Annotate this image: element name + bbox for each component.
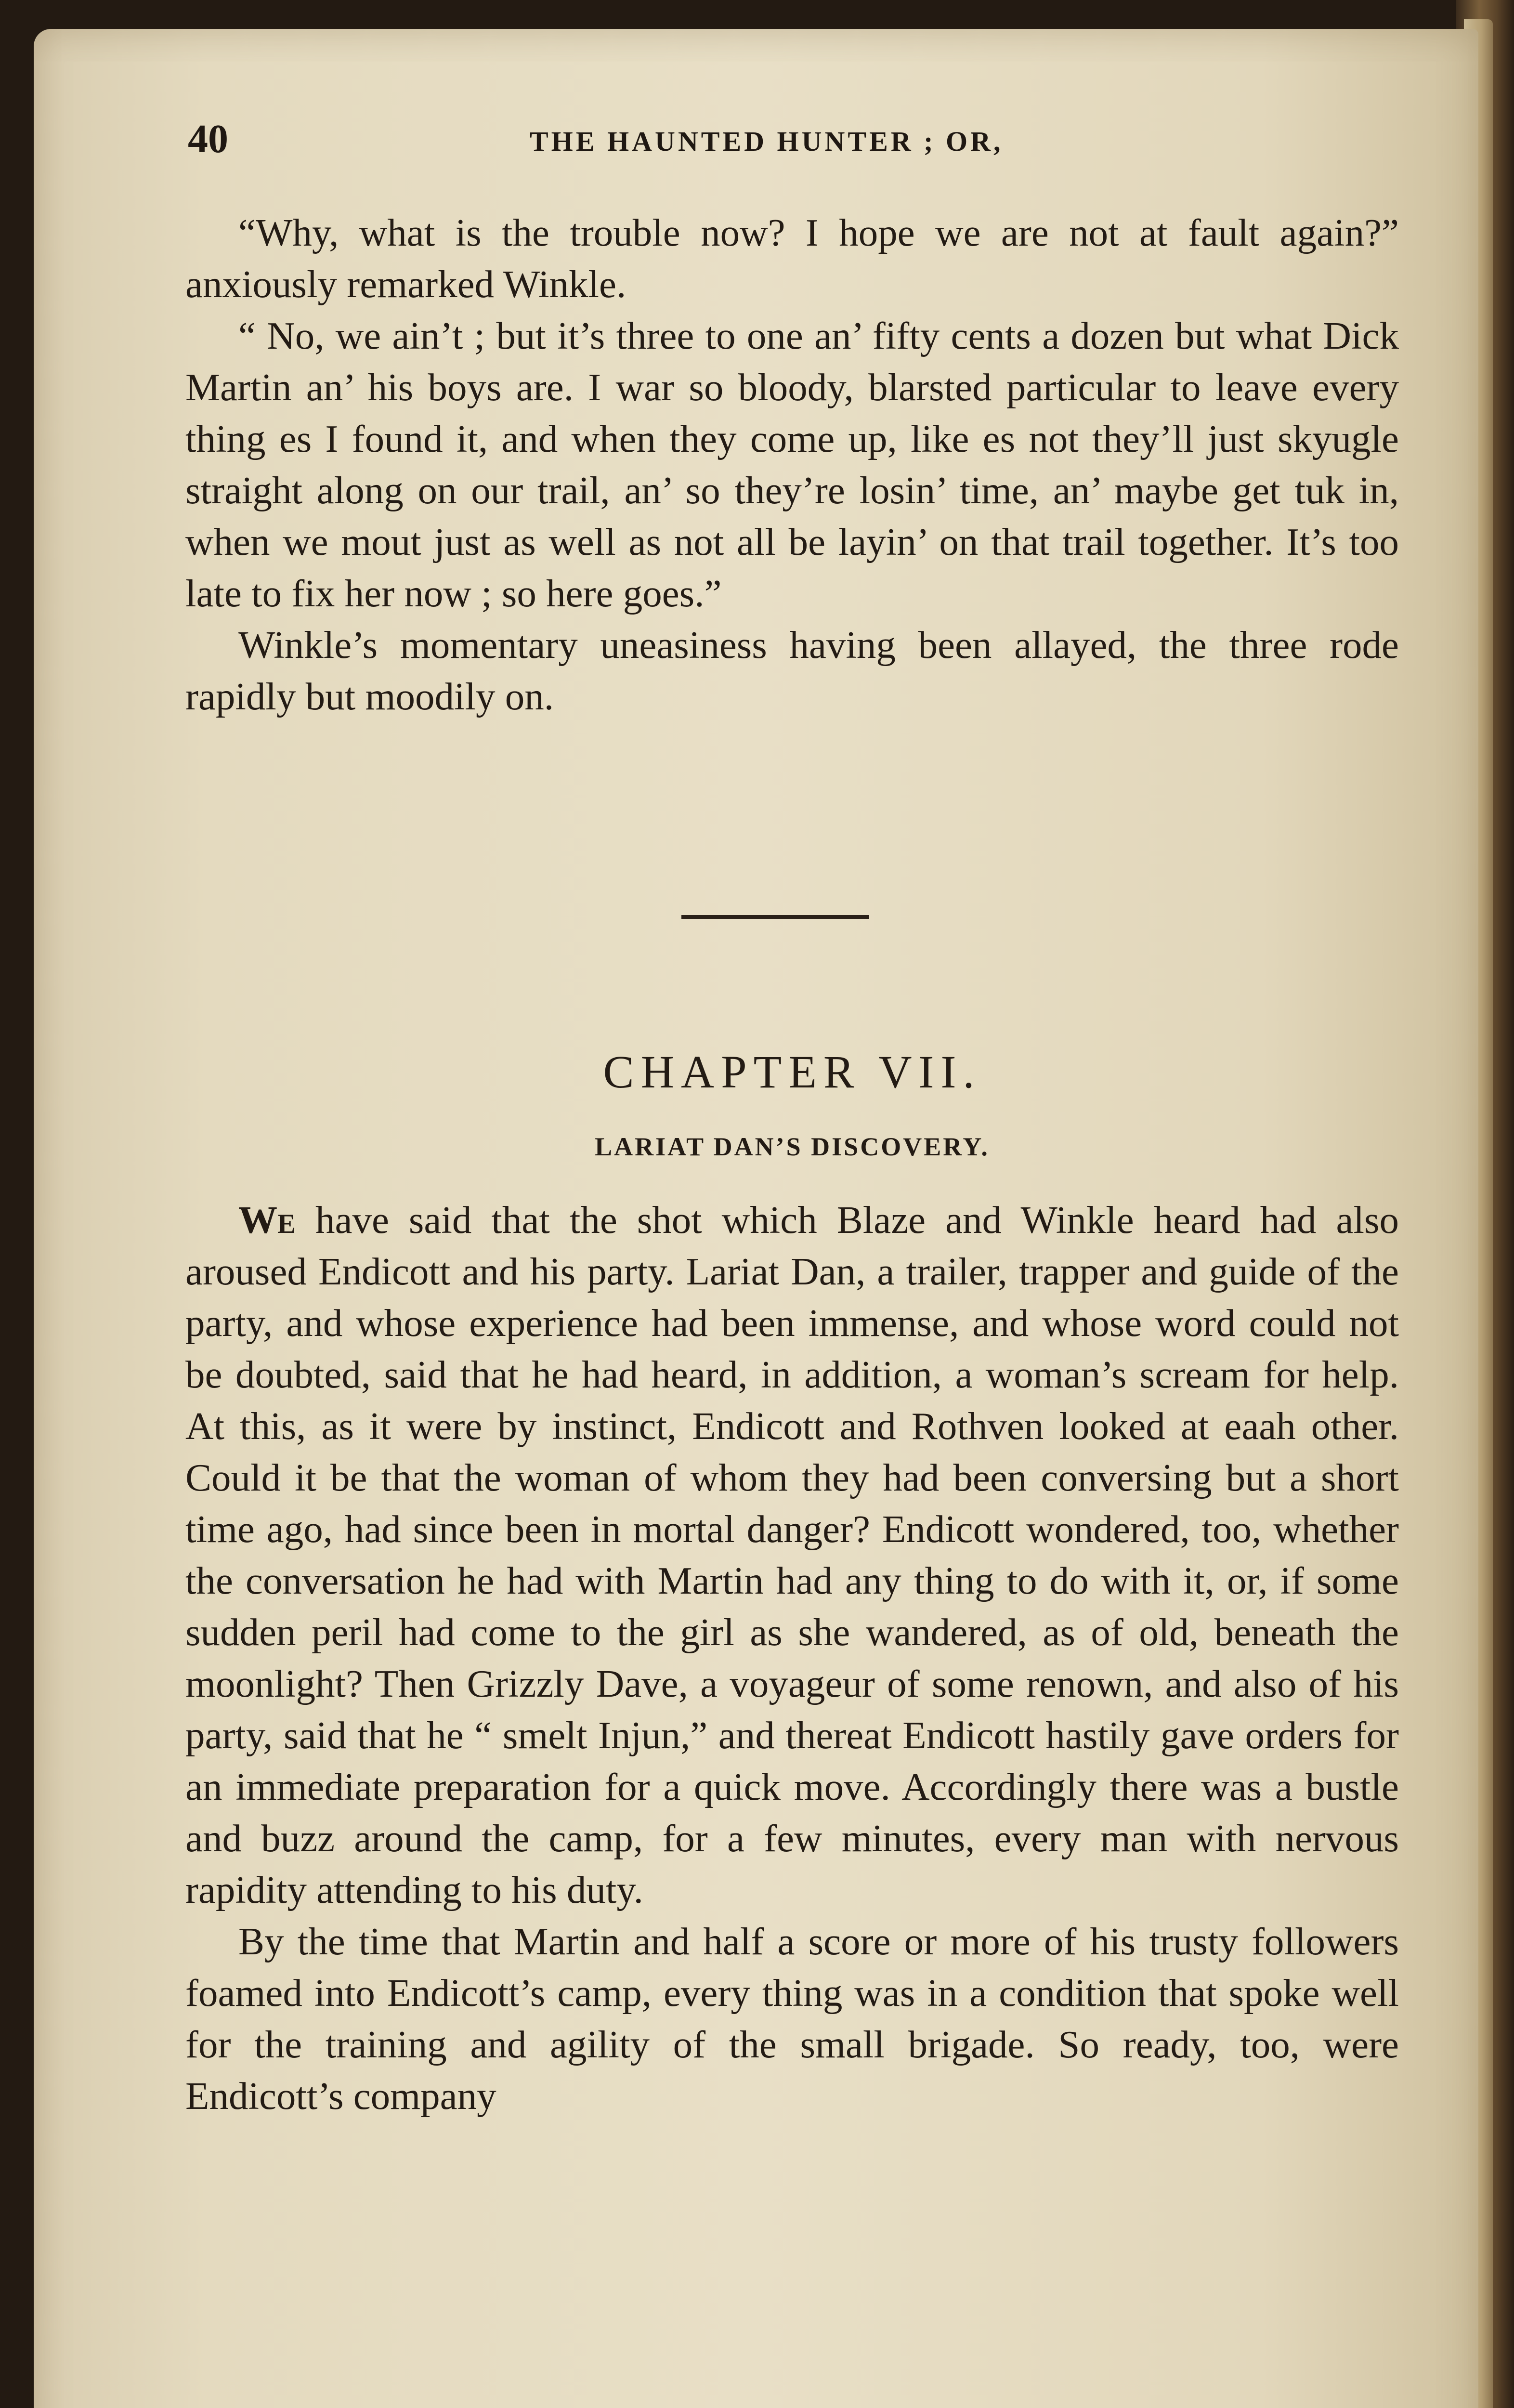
page-number: 40 bbox=[188, 117, 228, 161]
opening-word: We bbox=[238, 1198, 296, 1242]
chapter-subtitle: LARIAT DAN’S DISCOVERY. bbox=[595, 1132, 990, 1161]
paragraph: Winkle’s momentary uneasiness having been allayed, the three rode rapidly but moodily on. bbox=[185, 623, 1399, 718]
chapter-text bbox=[185, 1194, 1399, 2122]
running-header bbox=[188, 116, 1421, 169]
running-title: THE HAUNTED HUNTER ; OR, bbox=[530, 126, 1004, 157]
paragraph: By the time that Martin and half a score or more of his trusty followers foamed into Endicott’s camp, every thing was in a condition that spoke well for the training and agility of the small brigade. So ready, too, were Endicott’s company bbox=[185, 1920, 1399, 2118]
paragraph bbox=[185, 1194, 1399, 1916]
section-one-text bbox=[185, 207, 1399, 722]
section-divider bbox=[681, 915, 869, 919]
paragraph: “Why, what is the trouble now? I hope we are not at fault again?” anxiously remarked Winkle. bbox=[185, 211, 1399, 306]
paragraph-body: have said that the shot which Blaze and Winkle heard had also aroused Endicott and his party. Lariat Dan, a trailer, trapper and guide of the party, and whose experience had been immense, and whose word could not be doubted, said that he had heard, in addition, a woman’s scream for help. At this, as it were by instinct, Endicott and Rothven looked at eaah other. Could it be that the woman of whom they had been conversing but a short time ago, had since been in mortal danger? Endicott wondered, too, whether the conversation he had with Martin had any thing to do with it, or, if some sudden peril had come to the girl as she wandered, as of old, beneath the moonlight? Then Grizzly Dave, a voyageur of some renown, and also of his party, said that he “ smelt Injun,” and thereat Endicott hastily gave orders for an immediate preparation for a quick move. Accordingly there was a bustle and buzz around the camp, for a few minutes, every man with nervous rapidity attending to his duty. bbox=[185, 1198, 1399, 1911]
paragraph: “ No, we ain’t ; but it’s three to one an’ fifty cents a dozen but what Dick Martin an’ his boys are. I war so bloody, blarsted particular to leave every thing es I found it, and when they come up, like es not they’ll just skyugle straight along on our trail, an’ so they’re losin’ time, an’ maybe get tuk in, when we mout just as well as not all be layin’ on that trail together. It’s too late to fix her now ; so here goes.” bbox=[185, 314, 1399, 615]
chapter-heading: CHAPTER VII. bbox=[603, 1046, 981, 1098]
